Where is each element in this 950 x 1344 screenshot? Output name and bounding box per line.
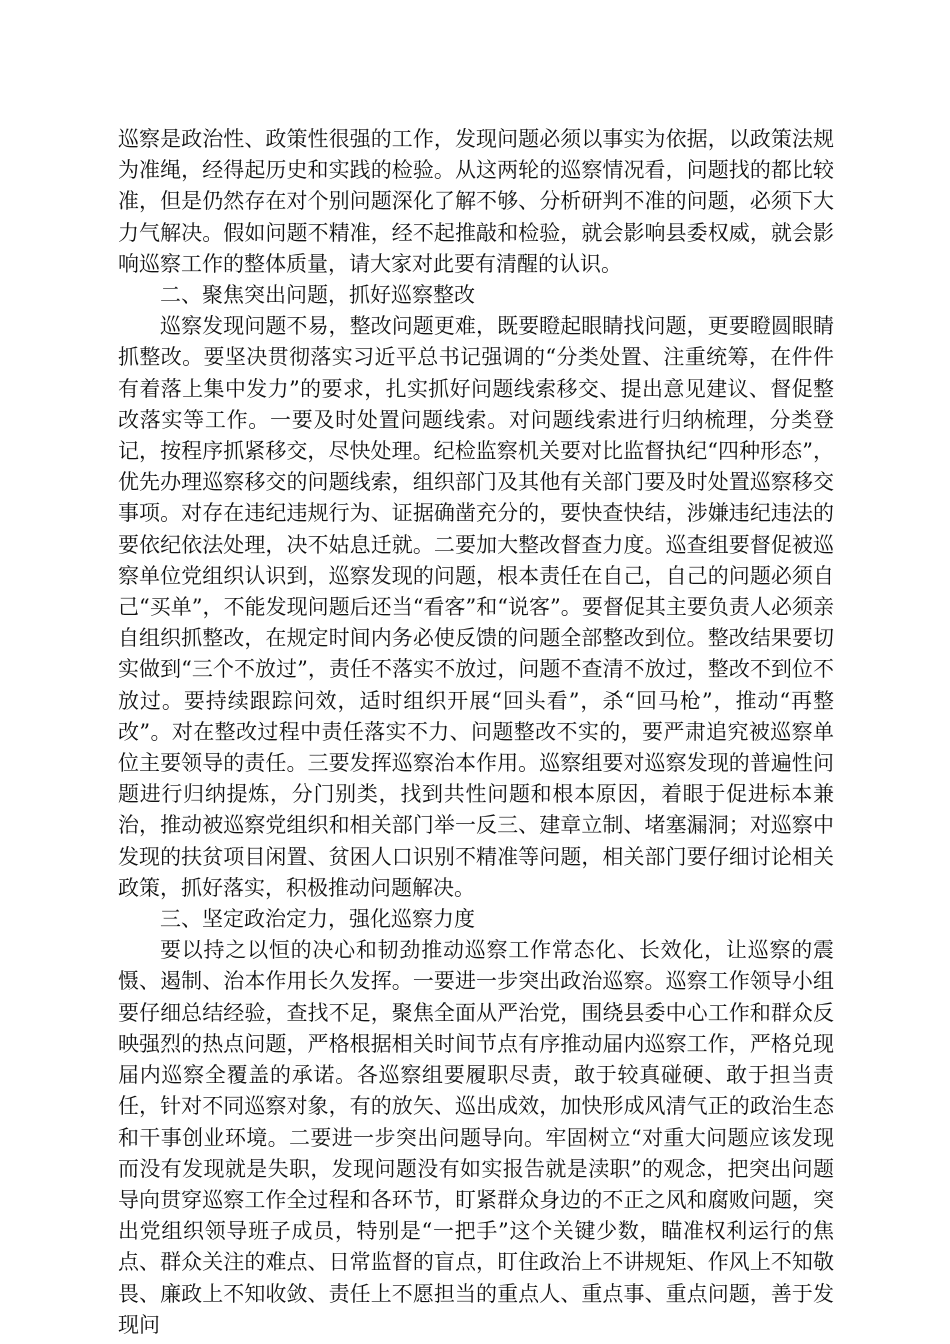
section-heading-three: 三、坚定政治定力，强化巡察力度 [160,907,475,932]
paragraph-political-focus: 要以持之以恒的决心和韧劲推动巡察工作常态化、长效化，让巡察的震慑、遏制、治本作用长久发挥。一要进一步突出政治巡察。巡察工作领导小组要仔细总结经验，查找不足，聚焦全面从严治党，围绕县委中心工作和群众反映强烈的热点问题，严格根据相关时间节点有序推动届内巡察工作，严格兑现届内巡察全覆盖的承诺。各巡察组要履职尽责，敢于较真碰硬、敢于担当责任，针对不同巡察对象，有的放矢、巡出成效，加快形成风清气正的政治生态和干事创业环境。二要进一步突出问题导向。牢固树立“对重大问题应该发现而没有发现就是失职，发现问题没有如实报告就是渎职”的观念，把突出问题导向贯穿巡察工作全过程和各环节，盯紧群众身边的不正之风和腐败问题，突出党组织领导班子成员，特别是“一把手”这个关键少数，瞄准权利运行的焦点、群众关注的难点、日常监督的盲点，盯住政治上不讲规矩、作风上不知敬畏、廉政上不知收敛、责任上不愿担当的重点人、重点事、重点问题，善于发现问 [118,938,834,1337]
paragraph-rectification: 巡察发现问题不易，整改问题更难，既要瞪起眼睛找问题，更要瞪圆眼睛抓整改。要坚决贯彻落实习近平总书记强调的“分类处置、注重统筹，在件件有着落上集中发力”的要求，扎实抓好问题线索移交、提出意见建议、督促整改落实等工作。一要及时处置问题线索。对问题线索进行归纳梳理，分类登记，按程序抓紧移交，尽快处理。纪检监察机关要对比监督执纪“四种形态”，优先办理巡察移交的问题线索，组织部门及其他有关部门要及时处置巡察移交事项。对存在违纪违规行为、证据确凿充分的，要快查快结，涉嫌违纪违法的要依纪依法处理，决不姑息迁就。二要加大整改督查力度。巡查组要督促被巡察单位党组织认识到，巡察发现的问题，根本责任在自己，自己的问题必须自己“买单”，不能发现问题后还当“看客”和“说客”。要督促其主要负责人必须亲自组织抓整改，在规定时间内务必使反馈的问题全部整改到位。整改结果要切实做到“三个不放过”，责任不落实不放过，问题不查清不放过，整改不到位不放过。要持续跟踪问效，适时组织开展“回头看”，杀“回马枪”，推动“再整改”。对在整改过程中责任落实不力、问题整改不实的，要严肃追究被巡察单位主要领导的责任。三要发挥巡察治本作用。巡察组要对巡察发现的普遍性问题进行归纳提炼，分门别类，找到共性问题和根本原因，着眼于促进标本兼治，推动被巡察党组织和相关部门举一反三、建章立制、堵塞漏洞；对巡察中发现的扶贫项目闲置、贫困人口识别不精准等问题，相关部门要仔细讨论相关政策，抓好落实，积极推动问题解决。 [118,314,834,900]
paragraph-inspection-accuracy: 巡察是政治性、政策性很强的工作，发现问题必须以事实为依据，以政策法规为准绳，经得起历史和实践的检验。从这两轮的巡察情况看，问题找的都比较准，但是仍然存在对个别问题深化了解不够、分析研判不准的问题，必须下大力气解决。假如问题不精准，经不起推敲和检验，就会影响县委权威，就会影响巡察工作的整体质量，请大家对此要有清醒的认识。 [118,127,834,276]
section-heading-two: 二、聚焦突出问题，抓好巡察整改 [160,283,475,308]
document-body [118,124,834,1341]
